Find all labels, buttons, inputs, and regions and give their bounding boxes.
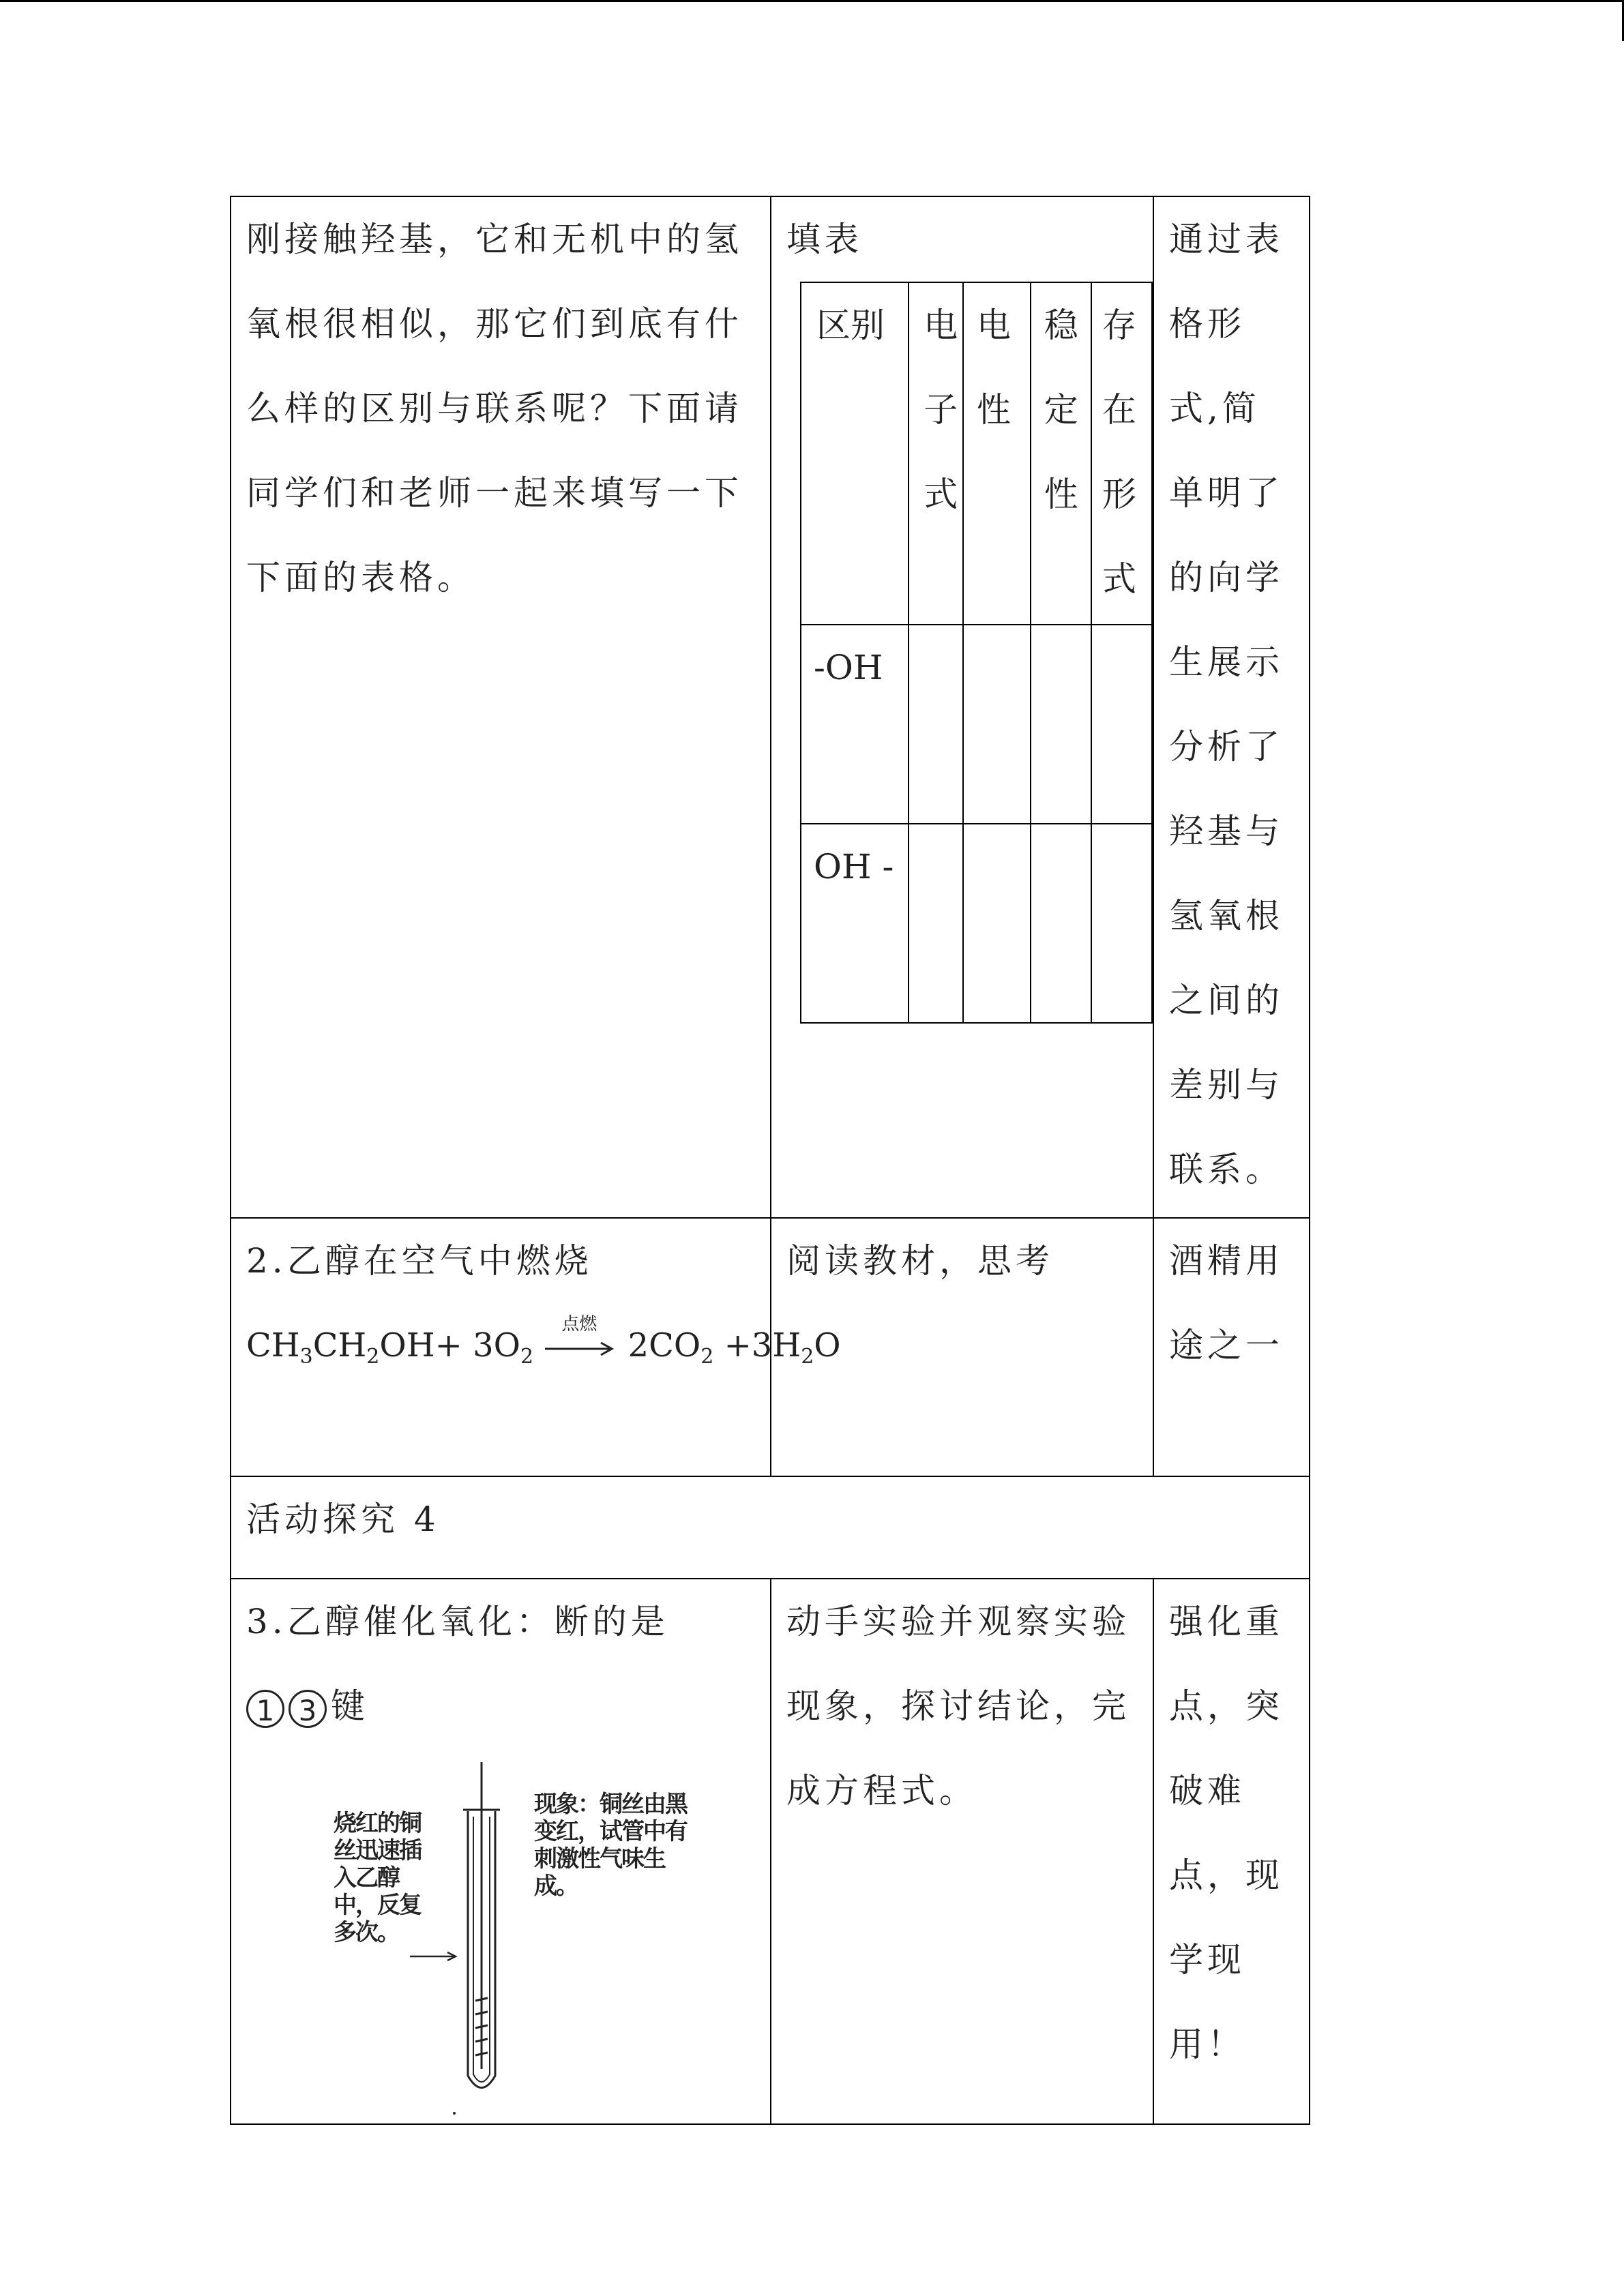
bond-suffix: 键 [331, 1686, 369, 1726]
text-line: 单明了 [1169, 473, 1284, 513]
design-intent-cell [1153, 1579, 1310, 2124]
text-line: 的向学 [1169, 558, 1284, 597]
text-line: 点，突 [1169, 1686, 1284, 1726]
page-top-border [0, 0, 1624, 2]
eq-sub: 3 [299, 1345, 313, 1369]
row-hydroxyl-comparison [231, 196, 1310, 1218]
blank-cell[interactable] [1091, 824, 1152, 1023]
header-char: 性 [977, 390, 1012, 430]
circled-number: 3 [289, 1690, 327, 1728]
text-line: 阅读教材，思考 [786, 1241, 1054, 1281]
text-line: 酒精用 [1169, 1241, 1284, 1281]
lesson-plan-table [230, 196, 1310, 2125]
eq-part: OH+ 3O [379, 1326, 520, 1365]
text-line: 现象，探讨结论，完 [786, 1686, 1130, 1726]
student-activity-cell [771, 196, 1153, 1218]
text-line: 联系。 [1169, 1150, 1284, 1189]
header-char: 式 [1102, 559, 1136, 599]
observation-note: 现象：铜丝由黑变红，试管中有刺激性气味生成。 [534, 1791, 687, 1900]
text-line: 差别与 [1169, 1065, 1284, 1105]
row-ethanol-combustion [231, 1218, 1310, 1476]
teacher-activity-cell [231, 1218, 841, 1476]
blank-cell[interactable] [1091, 625, 1152, 824]
row-activity-heading [231, 1476, 1310, 1579]
eq-sub: 2 [520, 1345, 534, 1369]
header-stability [1031, 282, 1091, 625]
header-text: 区别 [816, 305, 885, 345]
teacher-activity-cell [231, 196, 771, 1218]
header-char: 子 [924, 390, 958, 430]
header-distinction [801, 282, 909, 625]
reaction-arrow [544, 1313, 617, 1362]
combustion-equation [246, 1303, 841, 1399]
blank-cell[interactable] [909, 824, 963, 1023]
text-line: 式,简 [1169, 389, 1260, 428]
blank-cell[interactable] [909, 625, 963, 824]
text-line: 点，现 [1169, 1855, 1284, 1895]
text-line: 格形 [1169, 304, 1245, 344]
eq-part: O [814, 1326, 841, 1365]
header-char: 稳 [1044, 305, 1078, 345]
row-label: -OH [801, 625, 909, 824]
text-line: 羟基与 [1169, 811, 1284, 851]
text-line: 破难 [1169, 1771, 1245, 1810]
activity-heading: 活动探究 4 [246, 1500, 440, 1539]
eq-part: CH [246, 1326, 300, 1365]
student-activity-cell [771, 1579, 1153, 2124]
text-line: 氢氧根 [1169, 896, 1284, 936]
text-line: 通过表 [1169, 220, 1284, 259]
experiment-figure [246, 1755, 737, 2123]
text-line: 途之一 [1169, 1326, 1284, 1365]
student-label: 填表 [786, 220, 863, 259]
header-char: 电 [977, 305, 1012, 345]
blank-cell[interactable] [963, 625, 1031, 824]
text-line: 氧根很相似，那它们到底有什 [246, 304, 743, 344]
design-intent-cell [1153, 196, 1310, 1218]
text-line: 刚接触羟基，它和无机中的氢 [246, 220, 743, 259]
blank-cell[interactable] [1031, 824, 1091, 1023]
text-line: 生展示 [1169, 642, 1284, 682]
blank-cell[interactable] [963, 824, 1031, 1023]
header-charge [963, 282, 1031, 625]
header-char: 定 [1044, 390, 1078, 430]
text-line: 么样的区别与联系呢？下面请 [246, 389, 743, 428]
text-line: 学现 [1169, 1940, 1245, 1980]
text-line: 强化重 [1169, 1602, 1284, 1641]
header-char: 在 [1102, 390, 1136, 430]
comparison-header-row [801, 282, 1152, 625]
text-line: 同学们和老师一起来填写一下 [246, 473, 743, 513]
row-label: OH - [801, 824, 909, 1023]
eq-sub: 2 [366, 1345, 380, 1369]
header-char: 存 [1102, 305, 1136, 345]
blank-cell[interactable] [1031, 625, 1091, 824]
text-line: 用！ [1169, 2025, 1245, 2064]
header-electron-formula [909, 282, 963, 625]
reaction-condition: 点燃 [561, 1313, 597, 1335]
design-intent-cell [1153, 1218, 1310, 1476]
section-title: 3.乙醇催化氧化：断的是 [246, 1602, 669, 1641]
text-line: 下面的表格。 [246, 558, 475, 597]
eq-part: +3H [724, 1326, 801, 1365]
header-char: 性 [1044, 475, 1078, 514]
activity-heading-cell [231, 1476, 1310, 1579]
comparison-row-hydroxide [801, 824, 1152, 1023]
header-char: 电 [924, 305, 958, 345]
eq-sub: 2 [700, 1345, 714, 1369]
header-existence-form [1091, 282, 1152, 625]
eq-part: 2CO [628, 1326, 701, 1365]
header-char: 形 [1102, 475, 1136, 514]
comparison-table [800, 282, 1153, 1024]
circled-number: 1 [246, 1690, 284, 1728]
bond-line [246, 1664, 759, 1748]
section-title: 2.乙醇在空气中燃烧 [246, 1241, 593, 1281]
comparison-row-hydroxyl [801, 625, 1152, 824]
procedure-note: 烧红的铜丝迅速插入乙醇中，反复多次。 [334, 1810, 421, 1946]
header-char: 式 [924, 475, 958, 514]
arrow-icon [544, 1339, 617, 1359]
text-line: 成方程式。 [786, 1771, 977, 1810]
eq-sub: 2 [801, 1345, 814, 1369]
text-line: 之间的 [1169, 981, 1284, 1020]
teacher-activity-cell [231, 1579, 771, 2124]
row-catalytic-oxidation [231, 1579, 1310, 2124]
text-line: 分析了 [1169, 727, 1284, 766]
eq-part: CH [312, 1326, 367, 1365]
text-line: 动手实验并观察实验 [786, 1602, 1130, 1641]
